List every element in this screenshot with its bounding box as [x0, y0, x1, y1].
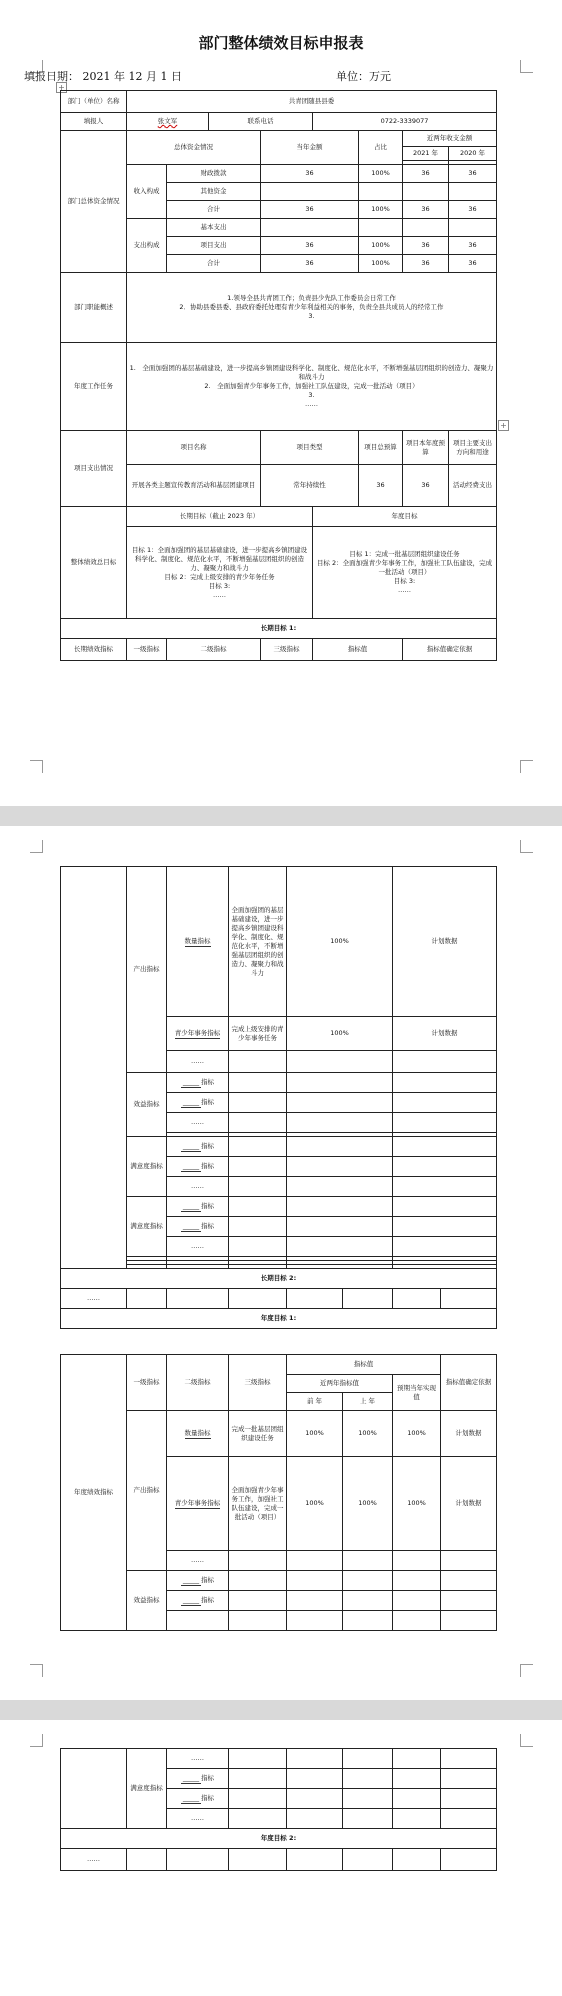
- project-type-header: 项目类型: [261, 431, 359, 465]
- qty-value[interactable]: 100%: [287, 867, 393, 1017]
- fund-cell[interactable]: [403, 219, 449, 237]
- quality-indicator[interactable]: 青少年事务指标: [174, 1028, 221, 1037]
- fill-date: 填报日期： 2021 年 12 月 1 日: [24, 70, 182, 83]
- year-cell[interactable]: 计划数据: [441, 1457, 497, 1551]
- income-label: 收入构成: [127, 165, 167, 219]
- phone-value[interactable]: 0722-3339077: [313, 113, 497, 131]
- year-output-label: 产出指标: [127, 1411, 167, 1571]
- document-page-1: [0, 0, 562, 806]
- fund-cell[interactable]: 36: [449, 165, 497, 183]
- project-year[interactable]: 36: [403, 465, 449, 507]
- year-2020-header: 2020 年: [449, 147, 497, 161]
- quality-basis[interactable]: 计划数据: [393, 1017, 497, 1051]
- corner-mark: [30, 840, 43, 853]
- corner-mark: [520, 840, 533, 853]
- fund-cell[interactable]: 36: [261, 201, 359, 219]
- fund-cell[interactable]: 36: [261, 237, 359, 255]
- project-label: 项目支出情况: [61, 431, 127, 507]
- level1-header: 一级指标: [127, 1355, 167, 1411]
- qty-basis[interactable]: 计划数据: [393, 867, 497, 1017]
- fund-cell[interactable]: 36: [261, 255, 359, 273]
- level3-header: 三级指标: [229, 1355, 287, 1411]
- ratio-header: 占比: [359, 131, 403, 165]
- fund-cell[interactable]: 36: [403, 255, 449, 273]
- overall-goal-label: 整体绩效总目标: [61, 507, 127, 619]
- satisfaction-label: 满意度指标: [127, 1137, 167, 1197]
- fund-cell[interactable]: 36: [261, 165, 359, 183]
- fund-cell[interactable]: 100%: [359, 255, 403, 273]
- level2-header: 二级指标: [167, 1355, 229, 1411]
- fund-row-name: 财政拨款: [167, 165, 261, 183]
- fund-cell[interactable]: 100%: [359, 237, 403, 255]
- document-page-3: [0, 1720, 562, 1996]
- year-cell[interactable]: 计划数据: [441, 1411, 497, 1457]
- value-header: 指标值: [313, 639, 403, 661]
- fund-cell[interactable]: [261, 219, 359, 237]
- expense-label: 支出构成: [127, 219, 167, 273]
- value-header: 指标值: [287, 1355, 441, 1375]
- prev-year-header: 前 年: [287, 1393, 343, 1411]
- year-goal-1-label: 年度目标 1:: [61, 1309, 497, 1329]
- page-title: 部门整体绩效目标申报表: [198, 34, 364, 52]
- level1-header: 一级指标: [127, 639, 167, 661]
- satisfaction-label-2: 满意度指标: [127, 1197, 167, 1257]
- fund-total-label: 总体资金情况: [127, 131, 261, 165]
- fund-cell[interactable]: 36: [449, 201, 497, 219]
- year-quality-desc[interactable]: 全面加强青少年事务工作，加强社工队伍建设，完成一批活动（项目）: [229, 1457, 287, 1551]
- fund-cell[interactable]: 36: [449, 237, 497, 255]
- fund-cell[interactable]: [261, 183, 359, 201]
- benefit-indicator[interactable]: _____: [182, 1077, 200, 1086]
- performance-table-p1: [60, 90, 497, 661]
- quality-value[interactable]: 100%: [287, 1017, 393, 1051]
- recent-two-header: 近两年收支金额: [403, 131, 497, 147]
- fund-cell[interactable]: [449, 183, 497, 201]
- dept-name-label: 部门（单位）名称: [61, 91, 127, 113]
- fund-row-name: 合计: [167, 201, 261, 219]
- table-move-handle-icon[interactable]: +: [56, 82, 67, 93]
- dept-name-value[interactable]: 共青团随县县委: [127, 91, 497, 113]
- fund-cell[interactable]: 36: [403, 237, 449, 255]
- corner-mark: [520, 60, 533, 73]
- year-benefit-label: 效益指标: [127, 1571, 167, 1631]
- level2-header: 二级指标: [167, 639, 261, 661]
- fund-section-label: 部门总体资金情况: [61, 131, 127, 273]
- corner-mark: [520, 1664, 533, 1677]
- project-name-header: 项目名称: [127, 431, 261, 465]
- fund-cell[interactable]: [359, 219, 403, 237]
- year-goal-2-label: 年度目标 2:: [61, 1829, 497, 1849]
- corner-mark: [30, 1734, 43, 1747]
- fund-row-name: 项目支出: [167, 237, 261, 255]
- basis-header: 指标值确定依据: [441, 1355, 497, 1411]
- fund-cell[interactable]: 36: [403, 201, 449, 219]
- corner-mark: [30, 760, 43, 773]
- project-name[interactable]: 开展各类主题宣传教育活动和基层团建项目: [127, 465, 261, 507]
- benefit-label: 效益指标: [127, 1073, 167, 1137]
- duty-text[interactable]: 1.领导全县共青团工作；负责县少先队工作委员会日常工作 2．协助县委县委、县政府委托处理有青少年利益相关的事务，负责全县共成员人的经常工作 3.: [127, 273, 497, 343]
- output-label: 产出指标: [127, 867, 167, 1073]
- fund-cell[interactable]: [449, 219, 497, 237]
- project-type[interactable]: 常年持续性: [261, 465, 359, 507]
- last-year-header: 上 年: [343, 1393, 393, 1411]
- long-goal-text[interactable]: 目标 1：全面加强团的基层基础建设，进一步提高乡镇团建设科学化、制度化、规范化水平，不断增强基层团组织的创造力、凝聚力和战斗力 目标 2：完成上级安排的青少年务任务 目标 3: ……: [127, 527, 313, 619]
- fund-cell[interactable]: 100%: [359, 165, 403, 183]
- year-cell[interactable]: 100%: [287, 1457, 343, 1551]
- year-qty-desc[interactable]: 完成一批基层团组织建设任务: [229, 1411, 287, 1457]
- year-cell[interactable]: 100%: [393, 1457, 441, 1551]
- fund-cell[interactable]: [359, 183, 403, 201]
- unit-label: 单位：万元: [336, 70, 391, 83]
- fund-cell[interactable]: 36: [403, 165, 449, 183]
- year-cell[interactable]: 100%: [343, 1457, 393, 1551]
- fund-cell[interactable]: 36: [449, 255, 497, 273]
- corner-mark: [520, 1734, 533, 1747]
- year-goal-header: 年度目标: [313, 507, 497, 527]
- qty-indicator[interactable]: 数量指标: [184, 936, 211, 945]
- year-cell[interactable]: 100%: [343, 1411, 393, 1457]
- phone-label: 联系电话: [209, 113, 313, 131]
- expected-header: 预期当年实现值: [393, 1375, 441, 1411]
- duty-label: 部门职能概述: [61, 273, 127, 343]
- fund-row-name: 合计: [167, 255, 261, 273]
- year-cell[interactable]: 100%: [287, 1411, 343, 1457]
- fund-row-name: 基本支出: [167, 219, 261, 237]
- annual-tasks-text[interactable]: 1. 全面加强团的基层基础建设，进一步提高乡镇团建设科学化、制度化、规范化水平，不断增强基层团组织的创造力、凝聚力和战斗力 2. 全面加强青少年事务工作，加强社工队伍建设，完成一批活动（项目） 3. ……: [127, 343, 497, 431]
- corner-mark: [520, 760, 533, 773]
- basis-header: 指标值确定依据: [403, 639, 497, 661]
- add-column-icon[interactable]: +: [498, 420, 509, 431]
- quality-desc[interactable]: 完成上级安排的青少年事务任务: [229, 1017, 287, 1051]
- fund-row-name: 其他资金: [167, 183, 261, 201]
- project-total-header: 项目总预算: [359, 431, 403, 465]
- project-main[interactable]: 活动经费支出: [449, 465, 497, 507]
- p3-satisfaction-label: 满意度指标: [127, 1749, 167, 1829]
- qty-desc[interactable]: 全面加强团的基层基础建设，进一步提高乡镇团建设科学化、制度化、规范化水平，不断增强基层团组织的创造力、凝聚力和战斗力: [229, 867, 287, 1017]
- project-year-header: 项目本年度预算: [403, 431, 449, 465]
- filler-value[interactable]: 张文军: [157, 117, 178, 125]
- long-goal-1-label: 长期目标 1:: [61, 619, 497, 639]
- filler-label: 填报人: [61, 113, 127, 131]
- fund-cell[interactable]: [403, 183, 449, 201]
- project-total[interactable]: 36: [359, 465, 403, 507]
- recent-value-header: 近两年指标值: [287, 1375, 393, 1393]
- long-perf-label: 长期绩效指标: [61, 639, 127, 661]
- year-cell[interactable]: 100%: [393, 1411, 441, 1457]
- fund-cell[interactable]: 100%: [359, 201, 403, 219]
- year-2021-header: 2021 年: [403, 147, 449, 161]
- document-page-2: [0, 826, 562, 1700]
- level3-header: 三级指标: [261, 639, 313, 661]
- performance-table-p2: 产出指标 数量指标 全面加强团的基层基础建设，进一步提高乡镇团建设科学化、制度化、规范化水平，不断增强基层团组织的创造力、凝聚力和战斗力 100% 计划数据 青少年事务指标 完成上级安排的青少年事务任务 100% 计划数据 …… 效益指标 _____ 指标 _____ 指标 …… 满意度指标 _____ 指标 _____ 指标 …… 满意度指标 _____ 指标 _____ 指标 …… 长期目标 2: …… 年度目标 1:: [60, 866, 497, 1329]
- year-goal-text[interactable]: 目标 1：完成一批基层团组织建设任务 目标 2：全面加强青少年事务工作，加强社工队伍建设，完成一批活动（项目） 目标 3: ……: [313, 527, 497, 619]
- year-perf-label: 年度绩效指标: [61, 1355, 127, 1631]
- cur-year-header: 当年金额: [261, 131, 359, 165]
- corner-mark: [30, 1664, 43, 1677]
- performance-table-p3: 满意度指标 …… _____ 指标 _____ 指标 …… 年度目标 2: ……: [60, 1748, 497, 1871]
- long-goal-header: 长期目标（截止 2023 年）: [127, 507, 313, 527]
- project-main-header: 项目主要支出方向和用途: [449, 431, 497, 465]
- annual-tasks-label: 年度工作任务: [61, 343, 127, 431]
- year-perf-table: 年度绩效指标 一级指标 二级指标 三级指标 指标值 指标值确定依据 近两年指标值 预期当年实现值 前 年 上 年 产出指标 数量指标 完成一批基层团组织建设任务 100% 100% 100% 计划数据 青少年事务指标 全面加强青少年事务工作，加强社工队伍建设，完成一批活动（项目） 100% 100% 100% 计划数据 …… 效益指标 _____ 指标 _____ 指标: [60, 1354, 497, 1631]
- long-goal-2-label: 长期目标 2:: [61, 1269, 497, 1289]
